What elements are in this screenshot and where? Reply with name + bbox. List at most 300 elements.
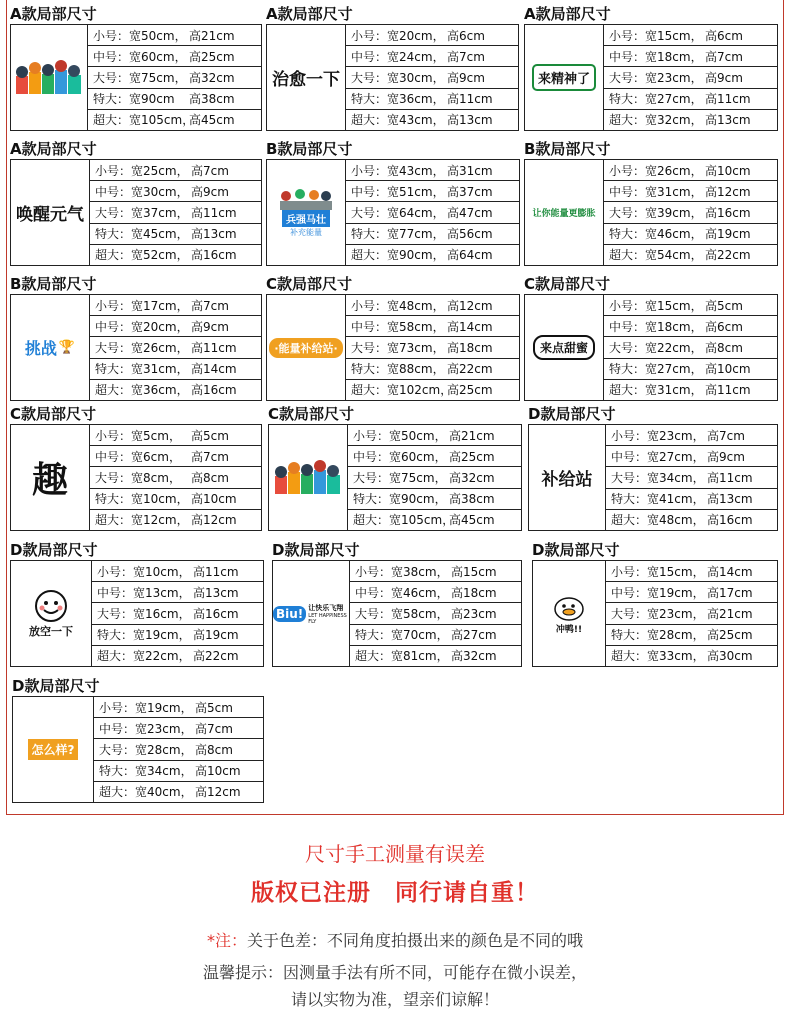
width-value: 宽17cm， xyxy=(131,298,189,313)
size-label: 中号： xyxy=(351,49,388,64)
size-row xyxy=(94,739,263,760)
size-table xyxy=(524,294,778,401)
size-table xyxy=(10,159,262,266)
size-row xyxy=(90,181,261,202)
sticker-preview xyxy=(267,295,346,400)
width-value: 宽26cm， xyxy=(645,163,703,178)
width-value: 宽8cm， xyxy=(131,471,181,485)
size-row xyxy=(90,245,261,265)
block-title: A款局部尺寸 xyxy=(10,140,97,158)
trophy-icon: 🏆 xyxy=(58,340,76,355)
size-block xyxy=(268,404,522,531)
duck-illustration xyxy=(549,592,589,635)
size-row xyxy=(88,25,261,46)
size-rows xyxy=(604,160,777,265)
copyright-notice: 版权已注册 同行请自重！ xyxy=(251,880,539,906)
height-value: 高7cm xyxy=(191,449,229,464)
size-row xyxy=(90,489,261,510)
height-value: 高11cm xyxy=(707,471,753,485)
size-row xyxy=(90,425,261,446)
height-value: 高6cm xyxy=(705,319,743,334)
width-value: 宽102cm， xyxy=(387,383,453,398)
size-row xyxy=(92,603,263,624)
width-value: 宽51cm， xyxy=(387,184,445,199)
sticker-text: 来精神了 xyxy=(532,64,596,91)
block-title: D款局部尺寸 xyxy=(528,405,616,423)
height-value: 高21cm xyxy=(189,28,235,43)
size-rows xyxy=(348,425,521,530)
size-label: 超大： xyxy=(355,649,392,664)
size-row xyxy=(604,337,777,358)
size-table xyxy=(266,24,519,131)
size-label: 特大： xyxy=(611,628,648,643)
size-row xyxy=(88,89,261,110)
size-row xyxy=(606,467,777,488)
size-label: 特大： xyxy=(95,362,132,377)
height-value: 高16cm xyxy=(707,513,753,528)
height-value: 高8cm xyxy=(191,471,229,485)
size-label: 小号： xyxy=(611,564,648,579)
size-row xyxy=(346,359,519,380)
width-value: 宽23cm， xyxy=(647,607,705,621)
width-value: 宽60cm， xyxy=(129,49,187,64)
height-value: 高7cm xyxy=(191,298,229,313)
height-value: 高12cm xyxy=(195,785,241,800)
height-value: 高12cm xyxy=(191,513,237,528)
size-label: 超大： xyxy=(609,248,646,263)
size-row xyxy=(94,761,263,782)
size-label: 大号： xyxy=(353,471,390,485)
width-value: 宽81cm， xyxy=(391,649,449,664)
height-value: 高19cm xyxy=(705,227,751,242)
size-row xyxy=(90,337,261,358)
height-value: 高11cm xyxy=(191,341,237,355)
width-value: 宽27cm， xyxy=(645,362,703,377)
size-row xyxy=(90,224,261,245)
duck-icon xyxy=(549,592,589,622)
size-row xyxy=(606,561,777,582)
note-text: 关于色差：不同角度拍摄出来的颜色是不同的哦 xyxy=(247,931,584,950)
sticker-preview xyxy=(525,25,604,130)
size-rows xyxy=(94,697,263,802)
height-value: 高18cm xyxy=(447,341,493,355)
size-label: 小号： xyxy=(609,298,646,313)
size-label: 小号： xyxy=(95,298,132,313)
size-label: 小号： xyxy=(609,163,646,178)
height-value: 高22cm xyxy=(193,649,239,664)
size-block xyxy=(524,274,778,401)
size-row xyxy=(346,160,519,181)
height-value: 高5cm xyxy=(195,700,233,715)
sticker-preview xyxy=(11,25,88,130)
size-row xyxy=(90,359,261,380)
width-value: 宽46cm， xyxy=(391,585,449,600)
size-row xyxy=(90,467,261,488)
size-label: 超大： xyxy=(609,113,646,128)
size-label: 特大： xyxy=(99,764,136,779)
size-row xyxy=(348,510,521,530)
width-value: 宽48cm， xyxy=(387,298,445,313)
width-value: 宽58cm， xyxy=(387,319,445,334)
size-rows xyxy=(350,561,521,666)
width-value: 宽22cm， xyxy=(645,341,703,355)
width-value: 宽25cm， xyxy=(131,163,189,178)
size-label: 特大： xyxy=(97,628,134,643)
size-label: 超大： xyxy=(95,383,132,398)
size-label: 大号： xyxy=(609,71,646,85)
size-table xyxy=(528,424,778,531)
width-value: 宽24cm， xyxy=(387,49,445,64)
sticker-text: 治愈一下 xyxy=(272,70,340,90)
height-value: 高47cm xyxy=(447,206,493,220)
size-row xyxy=(604,359,777,380)
width-value: 宽13cm， xyxy=(133,585,191,600)
size-row xyxy=(92,646,263,666)
size-label: 中号： xyxy=(97,585,134,600)
height-value: 高11cm xyxy=(193,564,239,579)
size-label: 小号： xyxy=(99,700,136,715)
size-label: 超大： xyxy=(611,513,648,528)
height-value: 高19cm xyxy=(193,628,239,643)
size-table xyxy=(10,560,264,667)
height-value: 高5cm xyxy=(705,298,743,313)
size-row xyxy=(350,646,521,666)
width-value: 宽54cm， xyxy=(645,248,703,263)
size-row xyxy=(90,380,261,400)
sticker-preview xyxy=(525,160,604,265)
height-value: 高6cm xyxy=(705,28,743,43)
size-block xyxy=(266,4,519,131)
size-row xyxy=(90,316,261,337)
size-rows xyxy=(90,295,261,400)
width-value: 宽46cm， xyxy=(645,227,703,242)
size-rows xyxy=(604,295,777,400)
size-block xyxy=(528,404,778,531)
width-value: 宽6cm， xyxy=(131,449,181,464)
size-label: 大号： xyxy=(351,206,388,220)
width-value: 宽23cm， xyxy=(647,428,705,443)
size-row xyxy=(92,561,263,582)
sticker-text: 怎么样? xyxy=(28,739,79,760)
tip-line-1: 温馨提示：因测量手法有所不同，可能存在微小误差， xyxy=(202,963,587,982)
size-label: 特大： xyxy=(93,92,130,107)
note-mark: *注： xyxy=(206,931,247,950)
height-value: 高22cm xyxy=(705,248,751,263)
height-value: 高10cm xyxy=(191,492,237,507)
size-table xyxy=(272,560,522,667)
size-label: 小号： xyxy=(355,564,392,579)
height-value: 高7cm xyxy=(191,163,229,178)
height-value: 高64cm xyxy=(447,248,493,263)
size-row xyxy=(606,625,777,646)
sticker-preview xyxy=(13,697,94,802)
width-value: 宽26cm， xyxy=(131,341,189,355)
sticker-preview xyxy=(267,160,346,265)
size-label: 特大： xyxy=(611,492,648,507)
size-table xyxy=(266,294,520,401)
size-row xyxy=(90,510,261,530)
sticker-preview xyxy=(273,561,350,666)
soldiers-illustration xyxy=(276,188,336,238)
size-label: 大号： xyxy=(351,71,388,85)
width-value: 宽12cm， xyxy=(131,513,189,528)
block-title: C款局部尺寸 xyxy=(524,275,611,293)
height-value: 高13cm xyxy=(193,585,239,600)
size-row xyxy=(604,110,777,130)
size-label: 中号： xyxy=(351,319,388,334)
height-value: 高6cm xyxy=(447,28,485,43)
width-value: 宽23cm， xyxy=(645,71,703,85)
size-rows xyxy=(346,295,519,400)
size-row xyxy=(88,67,261,88)
size-rows xyxy=(92,561,263,666)
size-block xyxy=(10,4,262,131)
size-row xyxy=(604,380,777,400)
size-row xyxy=(346,224,519,245)
size-label: 大号： xyxy=(97,607,134,621)
size-row xyxy=(346,380,519,400)
width-value: 宽20cm， xyxy=(387,28,445,43)
size-row xyxy=(348,446,521,467)
width-value: 宽36cm， xyxy=(131,383,189,398)
width-value: 宽5cm， xyxy=(131,428,181,443)
size-label: 特大： xyxy=(351,362,388,377)
width-value: 宽39cm， xyxy=(645,206,703,220)
size-label: 超大： xyxy=(97,649,134,664)
size-label: 特大： xyxy=(353,492,390,507)
size-label: 超大： xyxy=(95,513,132,528)
height-value: 高30cm xyxy=(707,649,753,664)
size-label: 中号： xyxy=(95,184,132,199)
sticker-preview xyxy=(11,160,90,265)
size-row xyxy=(606,510,777,530)
sticker-text: 让你能量更膨胀 xyxy=(532,209,596,219)
size-row xyxy=(604,67,777,88)
size-row xyxy=(90,446,261,467)
width-value: 宽45cm， xyxy=(131,227,189,242)
size-row xyxy=(606,489,777,510)
sticker-preview xyxy=(11,425,90,530)
width-value: 宽48cm， xyxy=(647,513,705,528)
width-value: 宽50cm， xyxy=(129,28,187,43)
size-label: 大号： xyxy=(609,341,646,355)
sticker-subtext: 补充能量 xyxy=(290,227,322,237)
width-value: 宽34cm， xyxy=(647,471,705,485)
size-label: 小号： xyxy=(351,28,388,43)
height-value: 高31cm xyxy=(447,163,493,178)
width-value: 宽75cm， xyxy=(129,71,187,85)
size-row xyxy=(348,425,521,446)
block-title: B款局部尺寸 xyxy=(10,275,97,293)
size-label: 中号： xyxy=(355,585,392,600)
height-value: 高7cm xyxy=(707,428,745,443)
width-value: 宽10cm， xyxy=(131,492,189,507)
size-label: 超大： xyxy=(93,113,130,128)
width-value: 宽22cm， xyxy=(133,649,191,664)
biu-illustration xyxy=(273,603,349,625)
size-label: 特大： xyxy=(609,227,646,242)
size-label: 大号： xyxy=(611,607,648,621)
size-row xyxy=(350,561,521,582)
size-label: 大号： xyxy=(95,471,132,485)
height-value: 高18cm xyxy=(451,585,497,600)
size-label: 特大： xyxy=(351,227,388,242)
height-value: 高32cm xyxy=(449,471,495,485)
size-row xyxy=(346,337,519,358)
size-rows xyxy=(606,561,777,666)
height-value: 高8cm xyxy=(195,743,233,757)
height-value: 高14cm xyxy=(447,319,493,334)
size-row xyxy=(604,295,777,316)
size-label: 中号： xyxy=(95,449,132,464)
height-value: 高11cm xyxy=(191,206,237,220)
height-value: 高12cm xyxy=(705,184,751,199)
size-row xyxy=(350,625,521,646)
size-block xyxy=(10,540,264,667)
height-value: 高38cm xyxy=(189,92,235,107)
size-label: 小号： xyxy=(351,298,388,313)
height-value: 高56cm xyxy=(447,227,493,242)
size-table xyxy=(12,696,264,803)
soldiers-icon xyxy=(276,188,336,210)
height-value: 高10cm xyxy=(705,163,751,178)
height-value: 高27cm xyxy=(451,628,497,643)
width-value: 宽105cm， xyxy=(129,113,195,128)
size-row xyxy=(92,582,263,603)
size-label: 小号： xyxy=(93,28,130,43)
sticker-text: 补给站 xyxy=(541,470,593,490)
size-table xyxy=(524,24,778,131)
width-value: 宽105cm， xyxy=(389,513,455,528)
block-title: C款局部尺寸 xyxy=(268,405,355,423)
width-value: 宽75cm， xyxy=(389,471,447,485)
size-block xyxy=(266,139,520,266)
height-value: 高9cm xyxy=(705,71,743,85)
sticker-preview xyxy=(525,295,604,400)
size-rows xyxy=(346,160,519,265)
width-value: 宽20cm， xyxy=(131,319,189,334)
width-value: 宽60cm， xyxy=(389,449,447,464)
width-value: 宽33cm， xyxy=(647,649,705,664)
size-row xyxy=(346,110,518,130)
width-value: 宽19cm， xyxy=(133,628,191,643)
block-title: D款局部尺寸 xyxy=(532,541,620,559)
size-row xyxy=(94,697,263,718)
size-label: 超大： xyxy=(611,649,648,664)
height-value: 高8cm xyxy=(705,341,743,355)
width-value: 宽31cm， xyxy=(131,362,189,377)
size-row xyxy=(94,718,263,739)
size-label: 中号： xyxy=(611,449,648,464)
block-title: D款局部尺寸 xyxy=(10,541,98,559)
size-row xyxy=(348,489,521,510)
size-row xyxy=(604,224,777,245)
size-label: 中号： xyxy=(611,585,648,600)
height-value: 高14cm xyxy=(707,564,753,579)
size-label: 特大： xyxy=(95,227,132,242)
size-label: 特大： xyxy=(351,92,388,107)
height-value: 高14cm xyxy=(191,362,237,377)
height-value: 高45cm xyxy=(189,113,235,128)
height-value: 高11cm xyxy=(705,92,751,107)
size-block xyxy=(10,274,262,401)
width-value: 宽40cm， xyxy=(135,785,193,800)
height-value: 高9cm xyxy=(447,71,485,85)
width-value: 宽27cm， xyxy=(647,449,705,464)
width-value: 宽70cm， xyxy=(391,628,449,643)
size-block xyxy=(272,540,522,667)
height-value: 高13cm xyxy=(707,492,753,507)
size-row xyxy=(346,295,519,316)
block-title: D款局部尺寸 xyxy=(12,677,100,695)
size-label: 特大： xyxy=(355,628,392,643)
size-row xyxy=(90,202,261,223)
size-row xyxy=(350,582,521,603)
width-value: 宽10cm， xyxy=(133,564,191,579)
size-label: 中号： xyxy=(99,721,136,736)
size-label: 超大： xyxy=(351,383,388,398)
size-label: 超大： xyxy=(351,248,388,263)
size-label: 小号： xyxy=(95,428,132,443)
width-value: 宽30cm， xyxy=(131,184,189,199)
width-value: 宽15cm， xyxy=(647,564,705,579)
width-value: 宽64cm， xyxy=(387,206,445,220)
size-label: 小号： xyxy=(609,28,646,43)
sticker-text: 唤醒元气 xyxy=(16,205,84,225)
sticker-text: 冲鸭!! xyxy=(555,625,583,635)
crowd-illustration xyxy=(273,460,343,496)
block-title: D款局部尺寸 xyxy=(272,541,360,559)
size-label: 特大： xyxy=(95,492,132,507)
size-label: 中号： xyxy=(609,319,646,334)
height-value: 高38cm xyxy=(449,492,495,507)
size-row xyxy=(606,425,777,446)
height-value: 高22cm xyxy=(447,362,493,377)
width-value: 宽36cm， xyxy=(387,92,445,107)
height-value: 高16cm xyxy=(705,206,751,220)
height-value: 高11cm xyxy=(705,383,751,398)
size-row xyxy=(348,467,521,488)
width-value: 宽19cm， xyxy=(647,585,705,600)
size-row xyxy=(90,160,261,181)
size-block xyxy=(10,139,262,266)
block-title: A款局部尺寸 xyxy=(266,5,353,23)
size-rows xyxy=(606,425,777,530)
height-value: 高7cm xyxy=(705,49,743,64)
width-value: 宽37cm， xyxy=(131,206,189,220)
sticker-text: 放空一下 xyxy=(29,624,73,638)
size-rows xyxy=(90,425,261,530)
size-label: 大号： xyxy=(355,607,392,621)
width-value: 宽30cm， xyxy=(387,71,445,85)
size-label: 大号： xyxy=(99,743,136,757)
width-value: 宽77cm， xyxy=(387,227,445,242)
height-value: 高7cm xyxy=(195,721,233,736)
width-value: 宽28cm， xyxy=(647,628,705,643)
width-value: 宽34cm， xyxy=(135,764,193,779)
height-value: 高45cm xyxy=(449,513,495,528)
tip-line-2: 请以实物为准，望亲们谅解！ xyxy=(290,990,499,1009)
size-block xyxy=(12,676,264,803)
size-row xyxy=(606,582,777,603)
sticker-text: 挑战 xyxy=(24,339,57,358)
size-block xyxy=(266,274,520,401)
width-value: 宽31cm， xyxy=(645,184,703,199)
size-label: 超大： xyxy=(353,513,390,528)
size-label: 大号： xyxy=(95,206,132,220)
size-label: 特大： xyxy=(609,362,646,377)
size-label: 大号： xyxy=(611,471,648,485)
